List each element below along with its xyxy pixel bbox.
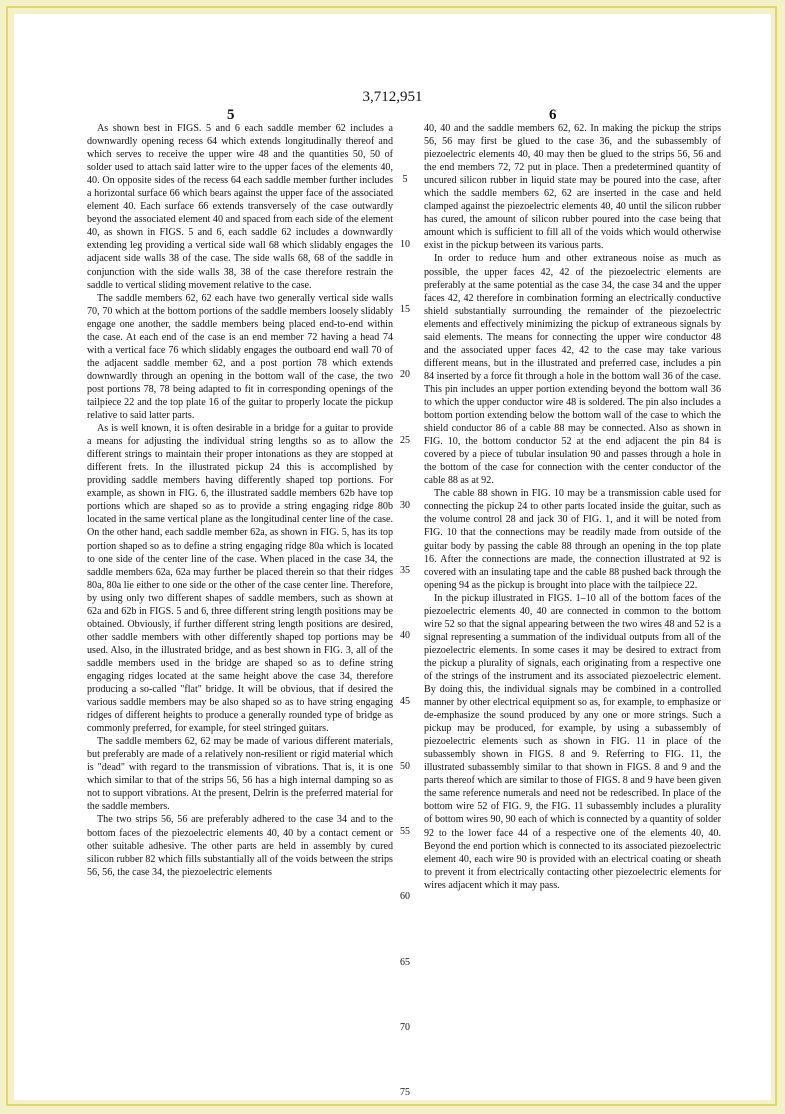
left-paragraph: The two strips 56, 56 are preferably adhered to the case 34 and to the bottom faces of the piezoelectric elements 40, 40 by a contact cement or other suitable adhesive. The other parts are held in assembly by cured silicon rubber 82 which fills substantially all of the voids between the strips 56, 56, the case 34, the piezoelectric elements: [87, 814, 393, 878]
line-number: 5: [402, 174, 408, 185]
right-paragraph: In order to reduce hum and other extraneous noise as much as possible, the upper faces 42, 42 of the piezoelectric elements are preferably at the same potential as the case 34, the case 34 and the upper faces 42, 42 therefore in combination forming an electrically conductive shield substantially surrounding the remainder of the piezoelectric elements and effectively minimizing the pickup of extraneous signals by said elements. The means for connecting the upper wire conductor 48 and the associated upper faces 42, 42 to the case may take various different means, but in the illustrated and preferred case, includes a pin 84 inserted by a force fit through a hole in the bottom wall 36 of the case. This pin includes an upper portion extending beyond the bottom wall 36 to which the upper conductor wire 48 is soldered. The pin also includes a bottom portion extending below the bottom wall of the case to which the shield conductor 86 of a cable 88 may be connected. Also as shown in FIG. 10, the bottom conductor 52 at the end adjacent the pin 84 is covered by a piece of tubular insulation 90 and passes through a hole in the bottom of the case for connection with the center conductor of the cable 88 as at 92.: [424, 253, 721, 487]
line-number: 50: [400, 761, 410, 772]
line-number: 75: [400, 1087, 410, 1098]
line-number: 45: [400, 696, 410, 707]
right-paragraph: The cable 88 shown in FIG. 10 may be a transmission cable used for connecting the pickup 24 to other parts located inside the guitar, such as the volume control 28 and jack 30 of FIG. 1, and it will be noted from FIG. 10 that the connections may be readily made from outside of the guitar body by passing the cable 88 through an opening in the top plate 16. After the connections are made, the connection illustrated at 92 is covered with an insulating tape and the cable 88 pushed back through the opening 94 as the pickup is brought into place with the tailpiece 22.: [424, 488, 721, 591]
right-paragraph: 40, 40 and the saddle members 62, 62. In making the pickup the strips 56, 56 may first be glued to the case 36, and the subassembly of piezoelectric elements 40, 40 may then be glued to the strips 56, 56 and the end members 72, 72 put in place. Then a predetermined quantity of uncured silicon rubber in liquid state may be poured into the case, after which the saddle members 62, 62 are inserted in the case and held clamped against the piezoelectric elements 40, 40 until the silicon rubber has cured, the amount of silicon rubber poured into the case being that amount which is sufficient to fill all of the voids which would otherwise exist in the pickup between its various parts.: [424, 123, 721, 252]
line-number: 55: [400, 826, 410, 837]
left-paragraph: The saddle members 62, 62 may be made of various different materials, but preferably are made of a relatively non-resilient or rigid material which is "dead" with regard to the transmission of vibrations. That is, it is one which similar to that of the strips 56, 56 has a high internal damping so as not to support vibrations. At the present, Delrin is the preferred material for the saddle members.: [87, 736, 393, 813]
left-column-number: 5: [227, 107, 235, 123]
patent-page: [14, 14, 771, 1100]
right-column-number: 6: [549, 107, 557, 123]
left-column: [87, 122, 393, 879]
line-number: 60: [400, 891, 410, 902]
right-column: [424, 122, 721, 892]
right-paragraph: In the pickup illustrated in FIGS. 1–10 all of the bottom faces of the piezoelectric elements 40, 40 are connected in common to the bottom wire 52 so that the signal appearing between the two wires 48 and 52 is a signal representing a summation of the individual outputs from all of the piezoelectric elements. In some cases it may be desired to extract from the pickup a plurality of signals, each originating from a respective one of the strings of the instrument and its associated piezoelectric element. By doing this, the individual signals may be combined in a controlled manner by other electrical equipment so as, for example, to emphasize or de-emphasize the sound produced by any one or more strings. Such a pickup may be produced, for example, by using a subassembly of piezoelectric elements such as shown in FIG. 11 in place of the subassembly shown in FIGS. 8 and 9. Referring to FIG. 11, the illustrated subassembly similar to that shown in FIGS. 8 and 9 and the parts thereof which are similar to those of FIGS. 8 and 9 have been given the same reference numerals and need not be redescribed. In place of the bottom wire 52 of FIG. 9, the FIG. 11 subassembly includes a plurality of bottom wires 90, 90 each of which is connected by a quantity of solder 92 to the lower face 44 of a respective one of the elements 40, 40. Beyond the end portion which is connected to its associated piezoelectric element 40, each wire 90 is provided with an electrical coating or sheath to prevent it from electrically contacting other piezoelectric elements for wires adjacent which it may pass.: [424, 592, 721, 891]
patent-number: 3,712,951: [362, 89, 423, 105]
line-number: 30: [400, 500, 410, 511]
line-number: 70: [400, 1022, 410, 1033]
left-paragraph: The saddle members 62, 62 each have two generally vertical side walls 70, 70 which at the bottom portions of the saddle members loosely slidably engage one another, the saddle members being placed end-to-end within the case. At each end of the case is an end member 72 having a head 74 with a vertical face 76 which slidably engages the outboard end wall 70 of the adjacent saddle member 62, and a post portion 78 which extends downwardly through an opening in the bottom wall of the case, the two post portions 78, 78 being adapted to fit in corresponding openings of the tailpiece 22 and the top plate 16 of the guitar to properly locate the pickup relative to said latter parts.: [87, 292, 393, 422]
left-paragraph: As is well known, it is often desirable in a bridge for a guitar to provide a means for adjusting the individual string lengths so as to allow the different strings to maintain their proper intonations as they are stopped at different frets. In the illustrated pickup 24 this is accomplished by providing saddle members having differently shaped top portions. For example, as shown in FIG. 6, the illustrated saddle members 62b have top portions which are shaped so as to provide a string engaging ridge 80b located in the same vertical plane as the longitudinal center line of the case. On the other hand, each saddle member 62a, as shown in FIG. 5, has its top portion shaped so as to define a string engaging ridge 80a which is located to one side of the center line of the case. When placed in the case 34, the saddle members 62a, 62a may further be placed therein so that their ridges 80a, 80a lie either to one side or the other of the case center line. Therefore, by using only two different shapes of saddle members, such as shown at 62a and 62b in FIGS. 5 and 6, three different string length positions may be obtained. Obviously, if further different string length positions are desired, other saddle members with other differently shaped top portions may be used. Also, in the illustrated bridge, and as best shown in FIG. 3, all of the saddle members used in the bridge are shaped so as to define string engaging ridges located at the same height above the case 34, therefore producing a so-called "flat" bridge. It will be obvious, that if desired the various saddle members may be also shaped so as to have string engaging ridges of different heights to produce a generally rounded type of bridge as commonly preferred, for example, for steel stringed guitars.: [87, 423, 393, 735]
line-number: 65: [400, 957, 410, 968]
line-number: 35: [400, 565, 410, 576]
line-number: 20: [400, 369, 410, 380]
left-paragraph: As shown best in FIGS. 5 and 6 each saddle member 62 includes a downwardly opening recess 64 which extends longitudinally thereof and which serves to receive the upper wire 48 and the quantities 50, 50 of solder used to attach said latter wire to the upper faces of the elements 40, 40. On opposite sides of the recess 64 each saddle member further includes a horizontal surface 66 which bears against the upper face of the associated element 40. Each surface 66 extends transversely of the case outwardly beyond the associated element 40 and spaced from each side of the element 40, as shown in FIGS. 5 and 6, each saddle 62 includes a downwardly extending leg providing a vertical side wall 68 which slidably engages the adjacent side walls 38 of the case. The side walls 68, 68 of the saddle in conjunction with the side walls 38, 38 of the case therefore restrain the saddle to vertical sliding movement relative to the case.: [87, 123, 393, 291]
line-number: 15: [400, 304, 410, 315]
line-number: 10: [400, 239, 410, 250]
line-number: 40: [400, 630, 410, 641]
line-number: 25: [400, 435, 410, 446]
